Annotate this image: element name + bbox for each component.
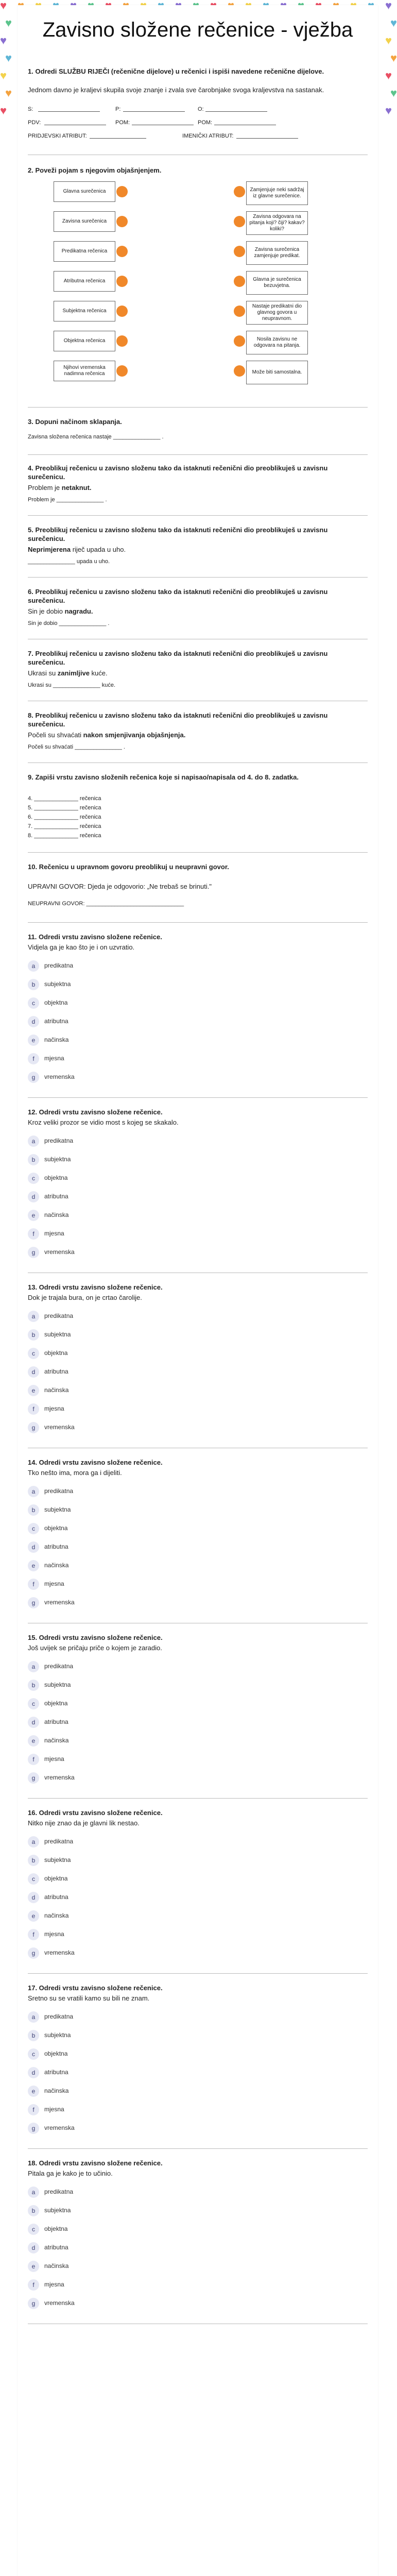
option-label: vremenska xyxy=(44,2124,75,2131)
question-sentence: Tko nešto ima, mora ga i dijeliti. xyxy=(28,1469,122,1477)
question-5-sentence-text: riječ upada u uho. xyxy=(71,546,126,553)
heart-decoration: ♥ xyxy=(385,0,392,12)
option-label: objektna xyxy=(44,1524,68,1532)
match-left-item: Subjektna rečenica xyxy=(54,301,115,321)
question-heading: 16. Odredi vrstu zavisno složene rečenice. xyxy=(28,1809,163,1817)
option-letter: c xyxy=(28,1173,39,1184)
option-letter: a xyxy=(28,1661,39,1672)
option-label: objektna xyxy=(44,2225,68,2232)
answer-option[interactable] xyxy=(28,960,316,972)
answer-option[interactable] xyxy=(28,1228,316,1240)
option-label: atributna xyxy=(44,1893,68,1901)
match-left-dot[interactable] xyxy=(116,216,128,227)
question-8-heading: 8. Preoblikuj rečenicu u zavisno složenu tako da istaknuti rečenični dio preoblikuješ u zavisnu surečenicu. xyxy=(28,711,328,728)
question-1-heading: 1. Odredi SLUŽBU RIJEČI (rečeničnе dijelove) u rečenici i ispiši navedene rečenične dijelove. xyxy=(28,67,324,75)
option-label: načinska xyxy=(44,1912,69,1919)
question-7-heading: 7. Preoblikuj rečenicu u zavisno složenu tako da istaknuti rečenični dio preoblikuješ u zavisnu surečenicu. xyxy=(28,650,328,666)
answer-option[interactable] xyxy=(28,2187,316,2198)
question-heading: 18. Odredi vrstu zavisno složene rečenice. xyxy=(28,2159,163,2167)
question-7-sentence xyxy=(28,669,108,677)
question-9-item-8[interactable]: 8. ______________ rečenica xyxy=(28,833,101,839)
option-letter: d xyxy=(28,1366,39,1378)
matching-area xyxy=(18,181,378,398)
answer-option[interactable] xyxy=(28,1072,316,1083)
match-right-dot[interactable] xyxy=(234,365,245,377)
question-4-sentence-text: Problem je xyxy=(28,484,62,492)
question-8-bold: nakon smjenjivanja objašnjenja. xyxy=(83,731,186,739)
option-label: predikatna xyxy=(44,2013,74,2020)
question-heading: 12. Odredi vrstu zavisno složene rečenice. xyxy=(28,1108,163,1116)
option-letter: a xyxy=(28,960,39,972)
match-left-dot[interactable] xyxy=(116,306,128,317)
option-label: predikatna xyxy=(44,1838,74,1845)
answer-option[interactable] xyxy=(28,997,316,1009)
option-label: načinska xyxy=(44,1562,69,1569)
answer-option[interactable] xyxy=(28,1385,316,1396)
answer-option[interactable] xyxy=(28,2205,316,2216)
match-right-item: Zavisna odgovara na pitanja koji? čiji? kakav? koliki? xyxy=(246,211,308,235)
option-label: subjektna xyxy=(44,1856,71,1863)
option-label: mjesna xyxy=(44,1405,64,1412)
heart-decoration: ♥ xyxy=(5,52,12,64)
option-letter: f xyxy=(28,1579,39,1590)
option-label: načinska xyxy=(44,1737,69,1744)
answer-option[interactable] xyxy=(28,2048,316,2060)
answer-option[interactable] xyxy=(28,1892,316,1903)
option-label: predikatna xyxy=(44,1137,74,1144)
match-left-dot[interactable] xyxy=(116,246,128,257)
answer-option[interactable] xyxy=(28,1348,316,1359)
option-label: vremenska xyxy=(44,1949,75,1956)
answer-option[interactable] xyxy=(28,1661,316,1672)
heart-decoration: ♥ xyxy=(0,69,7,82)
option-letter: e xyxy=(28,2261,39,2272)
question-10-heading: 10. Rečenicu u upravnom govoru preoblikuj u neupravni govor. xyxy=(28,863,229,871)
predicate-label: P: xyxy=(115,106,121,112)
match-right-dot[interactable] xyxy=(234,186,245,197)
question-sentence: Vidjela ga je kao što je i on uzvratio. xyxy=(28,943,135,951)
option-letter: c xyxy=(28,1698,39,1709)
match-left-dot[interactable] xyxy=(116,365,128,377)
answer-option[interactable] xyxy=(28,2298,316,2309)
option-letter: b xyxy=(28,1154,39,1165)
answer-option[interactable] xyxy=(28,2011,316,2023)
adverbial-2-label: POM: xyxy=(115,120,130,126)
answer-option[interactable] xyxy=(28,1735,316,1747)
option-letter: a xyxy=(28,1486,39,1497)
answer-option[interactable] xyxy=(28,1422,316,1433)
option-letter: c xyxy=(28,2048,39,2060)
answer-option[interactable] xyxy=(28,1597,316,1608)
apposition-answer-line[interactable] xyxy=(236,138,298,139)
answer-option[interactable] xyxy=(28,1486,316,1497)
option-label: objektna xyxy=(44,1875,68,1882)
option-label: atributna xyxy=(44,1193,68,1200)
option-letter: f xyxy=(28,1754,39,1765)
question-5-heading: 5. Preoblikuj rečenicu u zavisno složenu tako da istaknuti rečenični dio preoblikuješ u zavisnu surečenicu. xyxy=(28,526,328,543)
answer-option[interactable] xyxy=(28,2224,316,2235)
worksheet-title: Zavisno složene rečenice - vježba xyxy=(42,19,353,41)
question-sentence: Još uvijek se pričaju priče o kojem je zaradio. xyxy=(28,1644,162,1652)
option-label: objektna xyxy=(44,1174,68,1181)
question-heading: 13. Odredi vrstu zavisno složene rečenice. xyxy=(28,1283,163,1291)
match-right-dot[interactable] xyxy=(234,246,245,257)
heart-decoration: ♥ xyxy=(5,16,12,29)
option-label: predikatna xyxy=(44,1487,74,1495)
divider xyxy=(28,1973,368,1974)
question-8-sentence-text: Počeli su shvaćati xyxy=(28,731,83,739)
option-label: subjektna xyxy=(44,1156,71,1163)
object-answer-line[interactable] xyxy=(205,111,267,112)
question-9-item-4[interactable]: 4. ______________ rečenica xyxy=(28,795,101,802)
option-label: subjektna xyxy=(44,1681,71,1688)
option-letter: d xyxy=(28,1892,39,1903)
question-9-heading: 9. Zapiši vrstu zavisno složenih rečenica koje si napisao/napisala od 4. do 8. zadatka. xyxy=(28,773,299,781)
option-letter: b xyxy=(28,1329,39,1341)
option-letter: f xyxy=(28,1403,39,1415)
attribute-label: PRIDJEVSKI ATRIBUT: xyxy=(28,133,87,139)
question-sentence: Sretno su se vratili kamo su bili ne znam. xyxy=(28,1994,150,2002)
option-letter: e xyxy=(28,1210,39,1221)
match-right-dot[interactable] xyxy=(234,276,245,287)
answer-option[interactable] xyxy=(28,2279,316,2291)
match-left-dot[interactable] xyxy=(116,335,128,347)
question-heading: 14. Odredi vrstu zavisno složene rečenice. xyxy=(28,1459,163,1466)
answer-option[interactable] xyxy=(28,1929,316,1940)
option-letter: b xyxy=(28,1504,39,1516)
answer-option[interactable] xyxy=(28,979,316,990)
option-label: načinska xyxy=(44,1211,69,1218)
question-7-line[interactable]: Ukrasi su _______________ kuće. xyxy=(28,682,116,688)
option-label: atributna xyxy=(44,1018,68,1025)
option-letter: g xyxy=(28,2298,39,2309)
question-6-heading: 6. Preoblikuj rečenicu u zavisno složenu tako da istaknuti rečenični dio preoblikuješ u zavisnu surečenicu. xyxy=(28,588,328,604)
answer-option[interactable] xyxy=(28,1247,316,1258)
option-letter: d xyxy=(28,2242,39,2253)
question-9-item-5[interactable]: 5. ______________ rečenica xyxy=(28,805,101,811)
attribute-answer-line[interactable] xyxy=(90,138,146,139)
match-right-item: Glavna je surečenica bezuvjetna. xyxy=(246,271,308,295)
option-label: subjektna xyxy=(44,1506,71,1513)
option-letter: f xyxy=(28,1929,39,1940)
option-letter: c xyxy=(28,997,39,1009)
heart-decoration: ♥ xyxy=(390,52,397,64)
answer-option[interactable] xyxy=(28,1754,316,1765)
option-label: predikatna xyxy=(44,1663,74,1670)
option-letter: e xyxy=(28,1560,39,1571)
option-letter: b xyxy=(28,979,39,990)
question-heading: 11. Odredi vrstu zavisno složene rečenice. xyxy=(28,933,162,941)
option-letter: c xyxy=(28,1523,39,1534)
answer-option[interactable] xyxy=(28,1541,316,1553)
answer-option[interactable] xyxy=(28,2123,316,2134)
match-left-item: Glavna surečenica xyxy=(54,181,115,202)
answer-option[interactable] xyxy=(28,1947,316,1959)
option-label: načinska xyxy=(44,1386,69,1394)
option-letter: a xyxy=(28,2187,39,2198)
question-7-bold: zanimljive xyxy=(57,669,90,677)
match-left-dot[interactable] xyxy=(116,186,128,197)
option-letter: a xyxy=(28,2011,39,2023)
answer-option[interactable] xyxy=(28,2261,316,2272)
question-sentence: Dok je trajala bura, on je crtao čarolije. xyxy=(28,1294,142,1301)
option-label: subjektna xyxy=(44,1331,71,1338)
option-label: načinska xyxy=(44,2087,69,2094)
answer-option[interactable] xyxy=(28,2067,316,2078)
option-letter: g xyxy=(28,1947,39,1959)
match-right-dot[interactable] xyxy=(234,216,245,227)
option-letter: g xyxy=(28,1072,39,1083)
match-right-dot[interactable] xyxy=(234,335,245,347)
option-letter: e xyxy=(28,1385,39,1396)
answer-option[interactable] xyxy=(28,1504,316,1516)
divider xyxy=(28,1798,368,1799)
match-left-item: Predikatna rečenica xyxy=(54,241,115,262)
option-letter: f xyxy=(28,1228,39,1240)
answer-option[interactable] xyxy=(28,1579,316,1590)
option-label: načinska xyxy=(44,1036,69,1043)
option-label: subjektna xyxy=(44,2031,71,2039)
answer-option[interactable] xyxy=(28,1855,316,1866)
match-left-dot[interactable] xyxy=(116,276,128,287)
match-right-item: Nosila zavisnu ne odgovara na pitanja. xyxy=(246,331,308,354)
question-4-heading: 4. Preoblikuj rečenicu u zavisno složenu tako da istaknuti rečenični dio preoblikuješ u zavisnu surečenicu. xyxy=(28,464,328,481)
option-letter: e xyxy=(28,1735,39,1747)
answer-option[interactable] xyxy=(28,1873,316,1885)
answer-option[interactable] xyxy=(28,1717,316,1728)
option-label: predikatna xyxy=(44,1312,74,1319)
option-label: vremenska xyxy=(44,1248,75,1256)
option-letter: b xyxy=(28,1680,39,1691)
option-letter: f xyxy=(28,2279,39,2291)
option-label: predikatna xyxy=(44,2188,74,2195)
divider xyxy=(28,1097,368,1098)
option-label: vremenska xyxy=(44,2299,75,2307)
option-label: mjesna xyxy=(44,1230,64,1237)
question-1-sentence: Jednom davno je kraljevi skupila svoje znanje i zvala sve čarobnjake svoga kraljevstva na sastanak. xyxy=(28,86,324,94)
match-left-item: Zavisna surečenica xyxy=(54,211,115,232)
option-letter: a xyxy=(28,1136,39,1147)
option-label: mjesna xyxy=(44,2281,64,2288)
question-sentence: Pitala ga je kako je to učinio. xyxy=(28,2170,113,2177)
option-label: mjesna xyxy=(44,2106,64,2113)
subject-label: S: xyxy=(28,106,33,112)
heart-decoration: ♥ xyxy=(390,87,397,99)
match-right-item: Može biti samostalna. xyxy=(246,361,308,384)
question-heading: 17. Odredi vrstu zavisno složene rečenice. xyxy=(28,1984,163,1992)
option-label: vremenska xyxy=(44,1599,75,1606)
option-label: mjesna xyxy=(44,1580,64,1587)
question-4-bold: netaknut. xyxy=(61,484,92,492)
option-letter: e xyxy=(28,1035,39,1046)
option-letter: d xyxy=(28,2067,39,2078)
answer-option[interactable] xyxy=(28,2242,316,2253)
option-letter: a xyxy=(28,1836,39,1848)
heart-decoration: ♥ xyxy=(390,16,397,29)
option-letter: d xyxy=(28,1541,39,1553)
option-letter: c xyxy=(28,1873,39,1885)
option-letter: d xyxy=(28,1717,39,1728)
option-letter: b xyxy=(28,2205,39,2216)
match-left-item: Atributna rečenica xyxy=(54,271,115,292)
match-right-item: Nastaje predikatni dio glavnog govora u neupravnom. xyxy=(246,301,308,325)
heart-decoration: ♥ xyxy=(0,104,7,117)
option-letter: c xyxy=(28,1348,39,1359)
answer-option[interactable] xyxy=(28,1311,316,1322)
option-label: predikatna xyxy=(44,962,74,969)
answer-option[interactable] xyxy=(28,1910,316,1922)
question-6-sentence xyxy=(28,607,93,616)
heart-decoration: ♥ xyxy=(5,87,12,99)
option-letter: e xyxy=(28,2086,39,2097)
answer-option[interactable] xyxy=(28,1136,316,1147)
option-label: mjesna xyxy=(44,1055,64,1062)
question-8-line[interactable]: Počeli su shvaćati _______________ . xyxy=(28,744,125,750)
answer-option[interactable] xyxy=(28,1016,316,1027)
question-10-sentence: UPRAVNI GOVOR: Djeda je odgovorio: „Ne trebaš se brinuti." xyxy=(28,883,212,890)
match-left-item: Objektna rečenica xyxy=(54,331,115,351)
question-3-line[interactable]: Zavisna složena rečenica nastaje _______________ . xyxy=(28,434,164,440)
match-left-item: Njihovi vremenska nadimna rečenica xyxy=(54,361,115,381)
match-right-item: Zavisna surečenica zamjenjuje predikat. xyxy=(246,241,308,265)
adverbial-label: PDV: xyxy=(28,120,41,126)
question-sentence: Nitko nije znao da je glavni lik nestao. xyxy=(28,1819,140,1827)
answer-option[interactable] xyxy=(28,1154,316,1165)
option-label: atributna xyxy=(44,1543,68,1550)
question-9-item-7[interactable]: 7. ______________ rečenica xyxy=(28,823,101,829)
option-label: atributna xyxy=(44,1368,68,1375)
subject-answer-line[interactable] xyxy=(38,111,100,112)
option-letter: g xyxy=(28,1772,39,1784)
multiple-choice-area xyxy=(18,933,378,2576)
heart-decoration: ♥ xyxy=(0,34,7,47)
answer-option[interactable] xyxy=(28,1173,316,1184)
divider xyxy=(28,2148,368,2149)
question-heading: 15. Odredi vrstu zavisno složene rečenice. xyxy=(28,1634,163,1641)
answer-option[interactable] xyxy=(28,1035,316,1046)
option-letter: g xyxy=(28,1422,39,1433)
answer-option[interactable] xyxy=(28,1523,316,1534)
question-5-sentence xyxy=(28,545,126,554)
option-letter: b xyxy=(28,1855,39,1866)
option-label: vremenska xyxy=(44,1774,75,1781)
option-letter: g xyxy=(28,1597,39,1608)
answer-option[interactable] xyxy=(28,1403,316,1415)
answer-option[interactable] xyxy=(28,2086,316,2097)
question-sentence: Kroz veliki prozor se vidio most s kojeg se skakalo. xyxy=(28,1118,179,1126)
option-label: objektna xyxy=(44,999,68,1006)
match-right-dot[interactable] xyxy=(234,306,245,317)
option-label: vremenska xyxy=(44,1073,75,1080)
heart-decoration: ♥ xyxy=(385,34,392,47)
question-8-sentence xyxy=(28,731,185,739)
option-label: subjektna xyxy=(44,980,71,988)
option-letter: f xyxy=(28,2104,39,2115)
option-label: subjektna xyxy=(44,2207,71,2214)
question-4-line[interactable]: Problem je _______________ . xyxy=(28,497,107,503)
answer-option[interactable] xyxy=(28,1836,316,1848)
question-6-sentence-text: Sin je dobio xyxy=(28,607,65,615)
question-7-sentence-text: Ukrasi su xyxy=(28,669,58,677)
option-letter: g xyxy=(28,2123,39,2134)
worksheet-page xyxy=(18,5,378,2576)
question-3-heading: 3. Dopuni načinom sklapanja. xyxy=(28,418,122,426)
question-5-bold: Neprimjerena xyxy=(28,546,71,553)
option-letter: c xyxy=(28,2224,39,2235)
answer-option[interactable] xyxy=(28,1698,316,1709)
question-6-line[interactable]: Sin je dobio _______________ . xyxy=(28,620,110,626)
option-label: objektna xyxy=(44,2050,68,2057)
option-label: načinska xyxy=(44,2262,69,2269)
option-letter: d xyxy=(28,1191,39,1202)
answer-option[interactable] xyxy=(28,1329,316,1341)
answer-option[interactable] xyxy=(28,1210,316,1221)
answer-option[interactable] xyxy=(28,1680,316,1691)
question-10-line[interactable]: NEUPRAVNI GOVOR: _______________________________ xyxy=(28,901,184,907)
option-label: atributna xyxy=(44,1718,68,1725)
object-label: O: xyxy=(198,106,204,112)
option-letter: f xyxy=(28,1053,39,1064)
answer-option[interactable] xyxy=(28,1366,316,1378)
answer-option[interactable] xyxy=(28,1191,316,1202)
answer-option[interactable] xyxy=(28,2104,316,2115)
answer-option[interactable] xyxy=(28,2030,316,2041)
option-letter: a xyxy=(28,1311,39,1322)
question-9-item-6[interactable]: 6. ______________ rečenica xyxy=(28,814,101,820)
heart-decoration: ♥ xyxy=(385,69,392,82)
question-5-line[interactable]: _______________ upada u uho. xyxy=(28,558,110,565)
apposition-label: IMENIČKI ATRIBUT: xyxy=(182,133,234,139)
option-letter: d xyxy=(28,1016,39,1027)
answer-option[interactable] xyxy=(28,1560,316,1571)
heart-decoration: ♥ xyxy=(0,0,7,12)
match-right-item: Zamjenjuje neki sadržaj iz glavne surečenice. xyxy=(246,181,308,205)
question-7-sentence-text-2: kuće. xyxy=(89,669,108,677)
heart-decoration: ♥ xyxy=(385,104,392,117)
adverbial-3-label: POM: xyxy=(198,120,213,126)
answer-option[interactable] xyxy=(28,1772,316,1784)
option-letter: b xyxy=(28,2030,39,2041)
answer-option[interactable] xyxy=(28,1053,316,1064)
option-label: mjesna xyxy=(44,1930,64,1938)
option-label: objektna xyxy=(44,1349,68,1357)
option-letter: e xyxy=(28,1910,39,1922)
option-label: atributna xyxy=(44,2244,68,2251)
question-6-bold: nagradu. xyxy=(64,607,93,615)
option-label: atributna xyxy=(44,2069,68,2076)
option-label: vremenska xyxy=(44,1423,75,1431)
question-2-heading: 2. Poveži pojam s njegovim objašnjenjem. xyxy=(28,166,162,174)
predicate-answer-line[interactable] xyxy=(123,111,185,112)
option-letter: g xyxy=(28,1247,39,1258)
option-label: mjesna xyxy=(44,1755,64,1762)
option-label: objektna xyxy=(44,1700,68,1707)
question-4-sentence xyxy=(28,483,92,492)
